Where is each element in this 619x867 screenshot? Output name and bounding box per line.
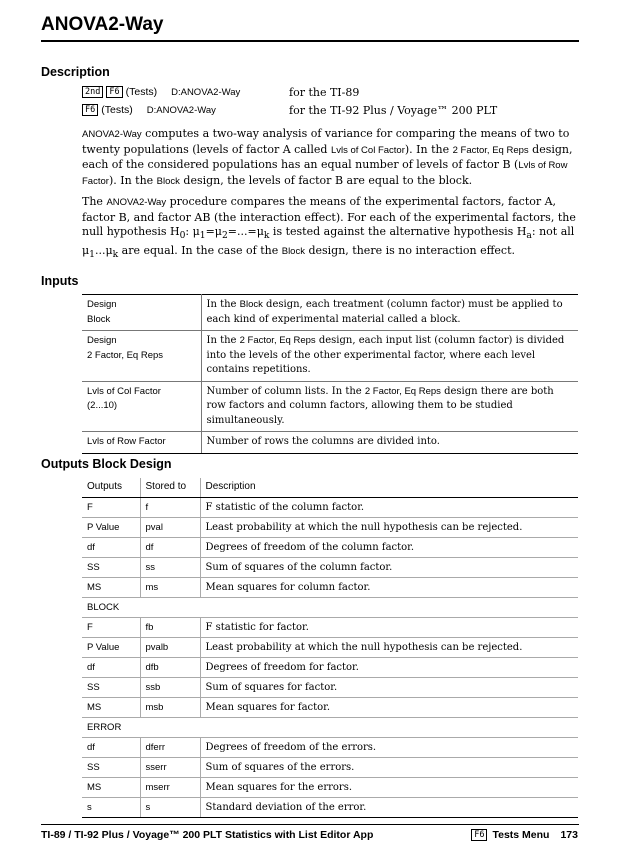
input-label-line: Design <box>87 299 117 310</box>
description-heading: Description <box>41 65 110 79</box>
output-row <box>82 617 578 637</box>
output-name: MS <box>82 577 140 597</box>
footer-book-title: TI-89 / TI-92 Plus / Voyage™ 200 PLT Statistics with List Editor App <box>41 829 374 841</box>
output-name: MS <box>82 777 140 797</box>
tests-label: (Tests) <box>101 104 133 116</box>
stored-variable: pvalb <box>140 637 200 657</box>
output-name: SS <box>82 757 140 777</box>
inputs-heading: Inputs <box>41 274 79 288</box>
device-note: for the TI-89 <box>289 85 360 99</box>
input-description: Number of rows the columns are divided into. <box>201 432 578 454</box>
input-description: In the 2 Factor, Eq Reps design, each input list (column factor) is divided into the levels of the other experimental factor, where each level contains repetitions. <box>201 331 578 382</box>
output-row <box>82 517 578 537</box>
output-name: SS <box>82 557 140 577</box>
column-header-description: Description <box>200 478 578 497</box>
input-label-line: (2...10) <box>87 400 118 411</box>
output-name: s <box>82 797 140 817</box>
stored-variable: pval <box>140 517 200 537</box>
output-description: Least probability at which the null hypothesis can be rejected. <box>200 517 578 537</box>
output-row <box>82 497 578 517</box>
stored-variable: ss <box>140 557 200 577</box>
output-name: P Value <box>82 517 140 537</box>
outputs-heading: Outputs Block Design <box>41 457 172 471</box>
input-label <box>82 331 201 382</box>
input-description: In the Block design, each treatment (column factor) must be applied to each kind of experimental material called a block. <box>201 295 578 331</box>
stored-variable: dfb <box>140 657 200 677</box>
input-label <box>82 381 201 432</box>
key-sequence-ti89 <box>82 85 360 99</box>
output-name: F <box>82 497 140 517</box>
output-description: Standard deviation of the error. <box>200 797 578 817</box>
stored-variable: fb <box>140 617 200 637</box>
input-label-line: Design <box>87 335 117 346</box>
page-number: 173 <box>560 829 578 841</box>
input-label-line: Lvls of Row Factor <box>87 436 166 447</box>
input-label-line: Block <box>87 313 111 325</box>
outputs-header-row <box>82 478 578 497</box>
input-row <box>82 381 578 432</box>
output-row <box>82 637 578 657</box>
description-paragraph-2: The ANOVA2-Way procedure compares the means of the experimental factors, factor A, factor B, and factor AB (the interaction effect). For each of the experimental factors, the null hypothesis $H_0$: $\mu_1=\mu_2=...=\mu_k$ is tested against the alternative hypothesis $H_a$: not all $\mu_1...\mu_k$ are equal. In the case of the Block design, there is no interaction effect. <box>82 195 576 261</box>
output-row <box>82 697 578 717</box>
output-row <box>82 657 578 677</box>
stored-variable: mserr <box>140 777 200 797</box>
output-description: Least probability at which the null hypothesis can be rejected. <box>200 637 578 657</box>
footer-section <box>471 829 578 841</box>
stored-variable: msb <box>140 697 200 717</box>
output-name: df <box>82 537 140 557</box>
command-name: D:ANOVA2-Way <box>171 86 241 98</box>
stored-variable: df <box>140 537 200 557</box>
output-description: Mean squares for the errors. <box>200 777 578 797</box>
output-description: F statistic of the column factor. <box>200 497 578 517</box>
output-description: Degrees of freedom of the errors. <box>200 737 578 757</box>
device-note: for the TI-92 Plus / Voyage™ 200 PLT <box>289 103 498 117</box>
description-paragraph-1: ANOVA2-Way computes a two-way analysis of variance for comparing the means of two to twenty populations (levels of factor A called Lvls of Col Factor). In the 2 Factor, Eq Reps design, each of the considered populations has an equal number of levels of factor B (Lvls of Row Factor). In the Block design, the levels of factor B are equal to the block. <box>82 127 573 187</box>
command-name: D:ANOVA2-Way <box>146 104 216 116</box>
column-header-stored-to: Stored to <box>140 478 200 497</box>
key-f6: F6 <box>471 829 487 841</box>
key-2nd: 2nd <box>82 86 103 98</box>
stored-variable: sserr <box>140 757 200 777</box>
output-name: P Value <box>82 637 140 657</box>
output-description: Degrees of freedom of the column factor. <box>200 537 578 557</box>
output-description: Sum of squares for factor. <box>200 677 578 697</box>
output-description: Sum of squares of the column factor. <box>200 557 578 577</box>
group-row <box>82 597 578 617</box>
key-sequence-ti92 <box>82 103 498 117</box>
output-row <box>82 557 578 577</box>
output-row <box>82 577 578 597</box>
page-title: ANOVA2-Way <box>41 14 164 35</box>
footer-rule <box>41 824 579 825</box>
stored-variable: ms <box>140 577 200 597</box>
group-label: ERROR <box>82 717 578 737</box>
output-row <box>82 797 578 817</box>
input-label <box>82 432 201 454</box>
output-name: SS <box>82 677 140 697</box>
input-row <box>82 295 578 331</box>
tests-label: (Tests) <box>125 86 158 98</box>
stored-variable: ssb <box>140 677 200 697</box>
key-f6: F6 <box>82 104 98 116</box>
output-name: F <box>82 617 140 637</box>
input-row <box>82 432 578 454</box>
output-row <box>82 737 578 757</box>
output-name: df <box>82 737 140 757</box>
output-description: Sum of squares of the errors. <box>200 757 578 777</box>
input-description: Number of column lists. In the 2 Factor, Eq Reps design there are both row factors and column factors, allowing them to be studied simultaneously. <box>201 381 578 432</box>
output-name: df <box>82 657 140 677</box>
output-row <box>82 777 578 797</box>
input-label-line: Lvls of Col Factor <box>87 385 161 397</box>
output-row <box>82 537 578 557</box>
stored-variable: dferr <box>140 737 200 757</box>
output-row <box>82 677 578 697</box>
stored-variable: f <box>140 497 200 517</box>
output-name: MS <box>82 697 140 717</box>
group-label: BLOCK <box>82 597 578 617</box>
title-rule <box>41 40 579 42</box>
input-label-line: 2 Factor, Eq Reps <box>87 349 164 361</box>
input-row <box>82 331 578 382</box>
input-label <box>82 295 201 331</box>
key-f6: F6 <box>106 86 122 98</box>
output-row <box>82 757 578 777</box>
column-header-outputs: Outputs <box>82 478 140 497</box>
inputs-table <box>82 294 578 454</box>
output-description: Mean squares for factor. <box>200 697 578 717</box>
stored-variable: s <box>140 797 200 817</box>
output-description: F statistic for factor. <box>200 617 578 637</box>
outputs-table <box>82 478 578 818</box>
footer-section-name: Tests Menu <box>492 829 550 841</box>
output-description: Degrees of freedom for factor. <box>200 657 578 677</box>
group-row <box>82 717 578 737</box>
output-description: Mean squares for column factor. <box>200 577 578 597</box>
